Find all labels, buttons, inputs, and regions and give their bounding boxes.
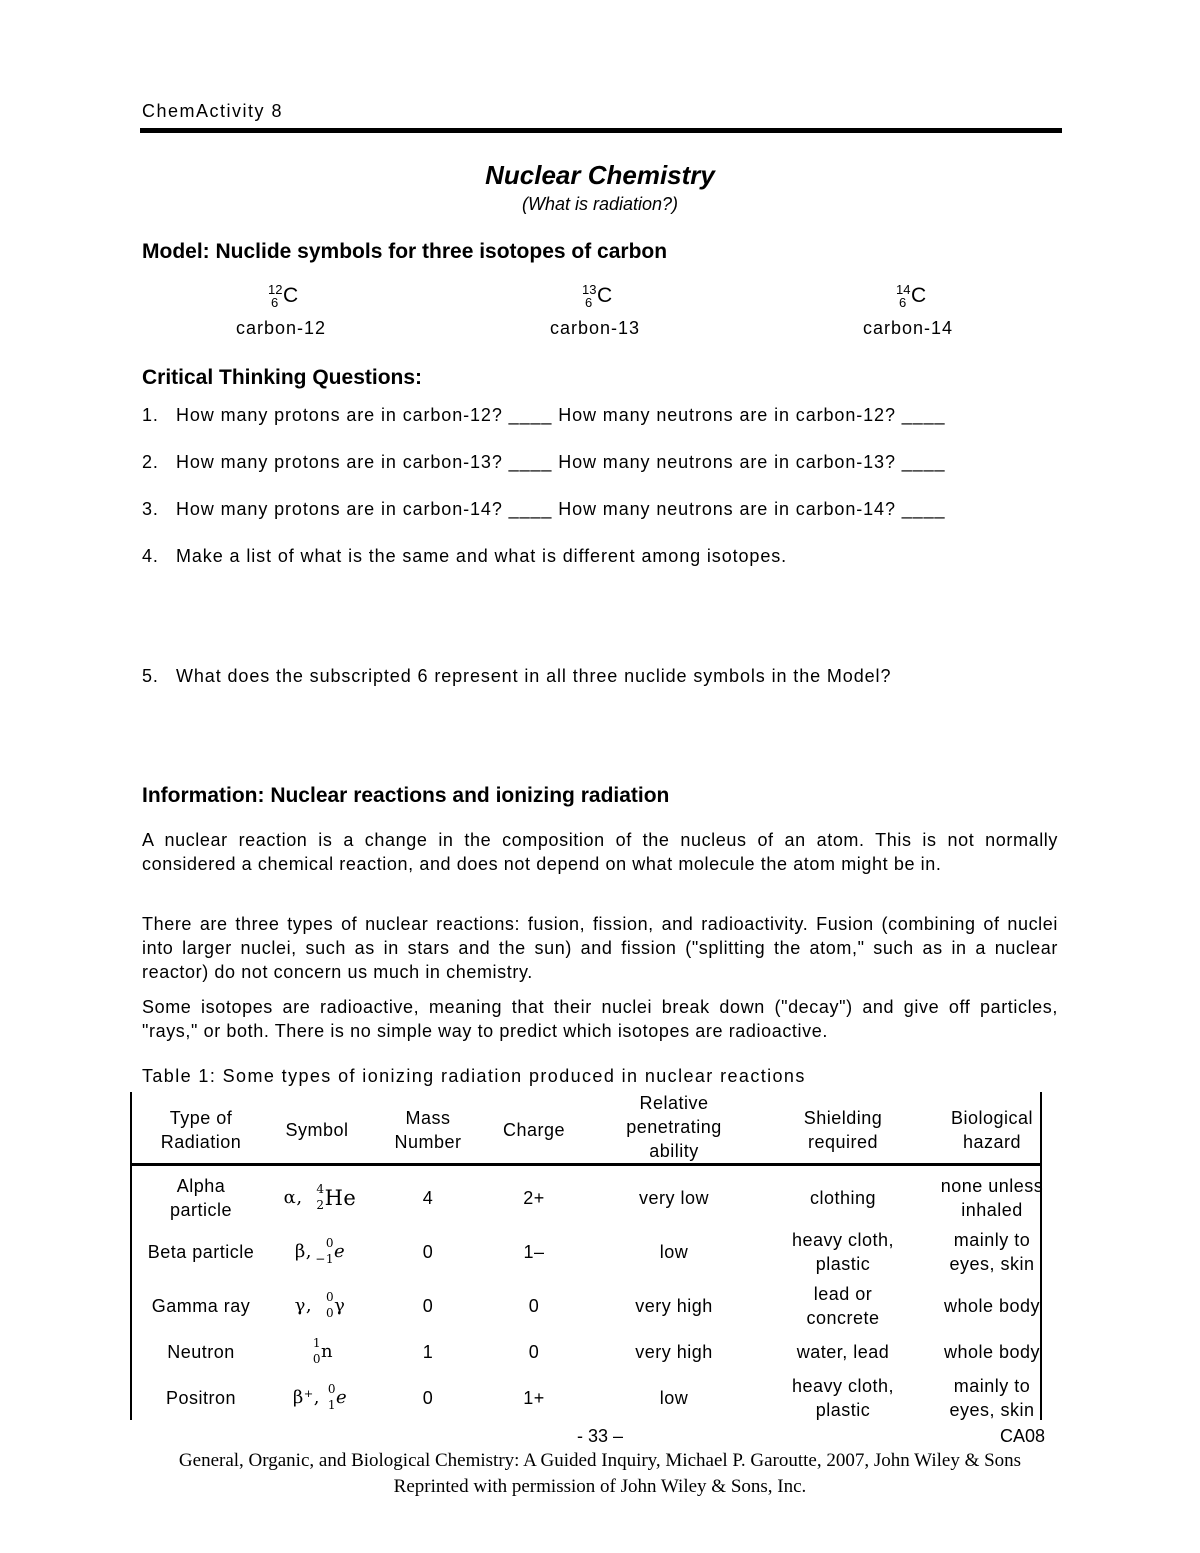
question-number: 5.: [142, 666, 159, 686]
atomic-subscript: 1: [327, 1398, 336, 1412]
table-cell-symbol: [270, 1172, 370, 1224]
nuclide-element-symbol: C: [597, 284, 613, 307]
nuclide-carbon-14: [896, 282, 1016, 318]
table-cell-shielding: water, lead: [796, 1342, 890, 1362]
table-cell-mass: 0: [422, 1388, 434, 1408]
table-cell-mass: 4: [422, 1188, 434, 1208]
isotope-name-carbon-12: carbon-12: [236, 318, 327, 338]
table-cell-penetration: very low: [638, 1188, 709, 1208]
table-cell-shielding: heavy cloth, plastic: [791, 1230, 895, 1274]
table-cell-symbol: [270, 1226, 370, 1278]
nuclide-symbol: n: [320, 1341, 334, 1362]
header-rule: [140, 128, 1062, 133]
mass-superscript: 0: [325, 1290, 335, 1304]
table-cell-penetration: very high: [635, 1296, 713, 1316]
table-cell-hazard: whole body: [943, 1296, 1041, 1316]
questions-heading: Critical Thinking Questions:: [142, 366, 423, 389]
question-number: 4.: [142, 546, 159, 566]
table-header-cell: Charge: [502, 1120, 566, 1140]
mass-superscript: 0: [325, 1236, 334, 1250]
atomic-subscript: 2: [316, 1198, 325, 1212]
table-header-cell: Relative penetrating ability: [626, 1093, 722, 1161]
header-label: ChemActivity 8: [142, 101, 284, 121]
table-left-border: [130, 1092, 132, 1420]
activity-code: CA08: [1000, 1426, 1046, 1446]
isotope-name-carbon-13: carbon-13: [550, 318, 641, 338]
nuclide-symbol: γ: [334, 1295, 346, 1316]
table-cell-penetration: low: [659, 1388, 689, 1408]
table-cell-penetration: low: [659, 1242, 689, 1262]
info-paragraph: There are three types of nuclear reactions: fusion, fission, and radioactivity. Fusion (combining of nuclei into larger nuclei, such as in stars and the sun) and fission ("splitting the atom," such as in a nuclear reactor) do not concern us much in chemistry.: [142, 914, 1058, 982]
question-text: What does the subscripted 6 represent in all three nuclide symbols in the Model?: [176, 666, 892, 686]
nuclide-atomic-number: 6: [271, 295, 279, 310]
question-text: Make a list of what is the same and what is different among isotopes.: [176, 546, 788, 566]
mass-superscript: 1: [312, 1336, 321, 1350]
nuclide-element-symbol: C: [283, 284, 299, 307]
table-cell-symbol: [270, 1280, 370, 1332]
table-header-cell: Biological hazard: [950, 1108, 1034, 1152]
nuclide-element-symbol: C: [911, 284, 927, 307]
radiation-table: [130, 1092, 1042, 1420]
greek-symbol: β,: [294, 1241, 312, 1262]
table-cell-symbol: [270, 1328, 370, 1376]
nuclide-mass-number: 12: [268, 282, 283, 297]
question-4: [142, 546, 787, 567]
table-header-cell: Symbol: [285, 1120, 349, 1140]
question-number: 3.: [142, 499, 159, 519]
table-cell-hazard: none unless inhaled: [940, 1176, 1044, 1220]
table-cell-penetration: very high: [635, 1342, 713, 1362]
greek-symbol: γ,: [294, 1295, 313, 1316]
table-header-rule: [130, 1163, 1042, 1166]
nuclide-carbon-13: [582, 282, 702, 318]
nuclide-mass-number: 14: [896, 282, 911, 297]
question-text: How many protons are in carbon-14? ____ How many neutrons are in carbon-14? ____: [176, 499, 946, 519]
table-cell-type: Alpha particle: [169, 1176, 233, 1220]
table-cell-hazard: whole body: [943, 1342, 1041, 1362]
table-cell-shielding: heavy cloth, plastic: [791, 1376, 895, 1420]
question-number: 1.: [142, 405, 159, 425]
table-cell-hazard: mainly to eyes, skin: [949, 1376, 1035, 1420]
table-cell-charge: 1–: [523, 1242, 545, 1262]
nuclide-symbol: e: [335, 1387, 348, 1408]
table-header-cell: Mass Number: [394, 1108, 462, 1152]
page-title: Nuclear Chemistry: [485, 160, 715, 190]
table-cell-type: Neutron: [167, 1342, 235, 1362]
greek-symbol: α,: [283, 1187, 303, 1208]
table-cell-type: Positron: [165, 1388, 237, 1408]
nuclide-atomic-number: 6: [585, 295, 593, 310]
info-paragraph: A nuclear reaction is a change in the composition of the nucleus of an atom. This is not normally considered a chemical reaction, and does not depend on what molecule the atom might be in.: [142, 830, 1058, 874]
table-cell-charge: 0: [528, 1296, 540, 1316]
table-cell-mass: 0: [422, 1242, 434, 1262]
page-number: - 33 –: [576, 1426, 624, 1446]
question-text: How many protons are in carbon-13? ____ How many neutrons are in carbon-13? ____: [176, 452, 946, 472]
nuclide-carbon-12: [268, 282, 388, 318]
table-cell-mass: 1: [422, 1342, 434, 1362]
table-cell-type: Beta particle: [147, 1242, 255, 1262]
table-cell-symbol: [270, 1374, 370, 1422]
table-cell-charge: 0: [528, 1342, 540, 1362]
table-cell-shielding: lead or concrete: [806, 1284, 880, 1328]
atomic-subscript: 0: [325, 1306, 335, 1320]
footer-citation: General, Organic, and Biological Chemistry: A Guided Inquiry, Michael P. Garoutte, 2007, John Wiley & Sons: [178, 1450, 1022, 1471]
table-caption: Table 1: Some types of ionizing radiation produced in nuclear reactions: [142, 1066, 806, 1086]
mass-superscript: 0: [327, 1382, 336, 1396]
table-cell-charge: 1+: [523, 1388, 545, 1408]
info-paragraph: Some isotopes are radioactive, meaning that their nuclei break down ("decay") and give off particles, "rays," or both. There is no simple way to predict which isotopes are radioactive.: [142, 997, 1058, 1041]
table-header-cell: Shielding required: [803, 1108, 883, 1152]
footer-permission: Reprinted with permission of John Wiley & Sons, Inc.: [393, 1476, 807, 1497]
nuclide-symbol: e: [333, 1241, 346, 1262]
question-1: [142, 405, 945, 426]
nuclide-atomic-number: 6: [899, 295, 907, 310]
information-heading: Information: Nuclear reactions and ionizing radiation: [142, 784, 670, 807]
table-header-cell: Type of Radiation: [160, 1108, 242, 1152]
table-cell-charge: 2+: [523, 1188, 545, 1208]
table-cell-shielding: clothing: [809, 1188, 877, 1208]
nuclide-mass-number: 13: [582, 282, 597, 297]
atomic-subscript: 0: [312, 1352, 321, 1366]
question-number: 2.: [142, 452, 159, 472]
greek-symbol: β⁺,: [292, 1387, 320, 1408]
nuclide-symbol: He: [324, 1186, 357, 1210]
question-5: [142, 666, 891, 687]
model-heading: Model: Nuclide symbols for three isotopes of carbon: [142, 240, 668, 263]
question-text: How many protons are in carbon-12? ____ How many neutrons are in carbon-12? ____: [176, 405, 946, 425]
table-cell-mass: 0: [422, 1296, 434, 1316]
table-cell-hazard: mainly to eyes, skin: [949, 1230, 1035, 1274]
mass-superscript: 4: [316, 1182, 325, 1196]
question-3: [142, 499, 945, 520]
atomic-subscript: −1: [315, 1252, 334, 1266]
page-subtitle: (What is radiation?): [521, 194, 679, 214]
question-2: [142, 452, 945, 473]
table-cell-type: Gamma ray: [151, 1296, 251, 1316]
isotope-name-carbon-14: carbon-14: [863, 318, 954, 338]
